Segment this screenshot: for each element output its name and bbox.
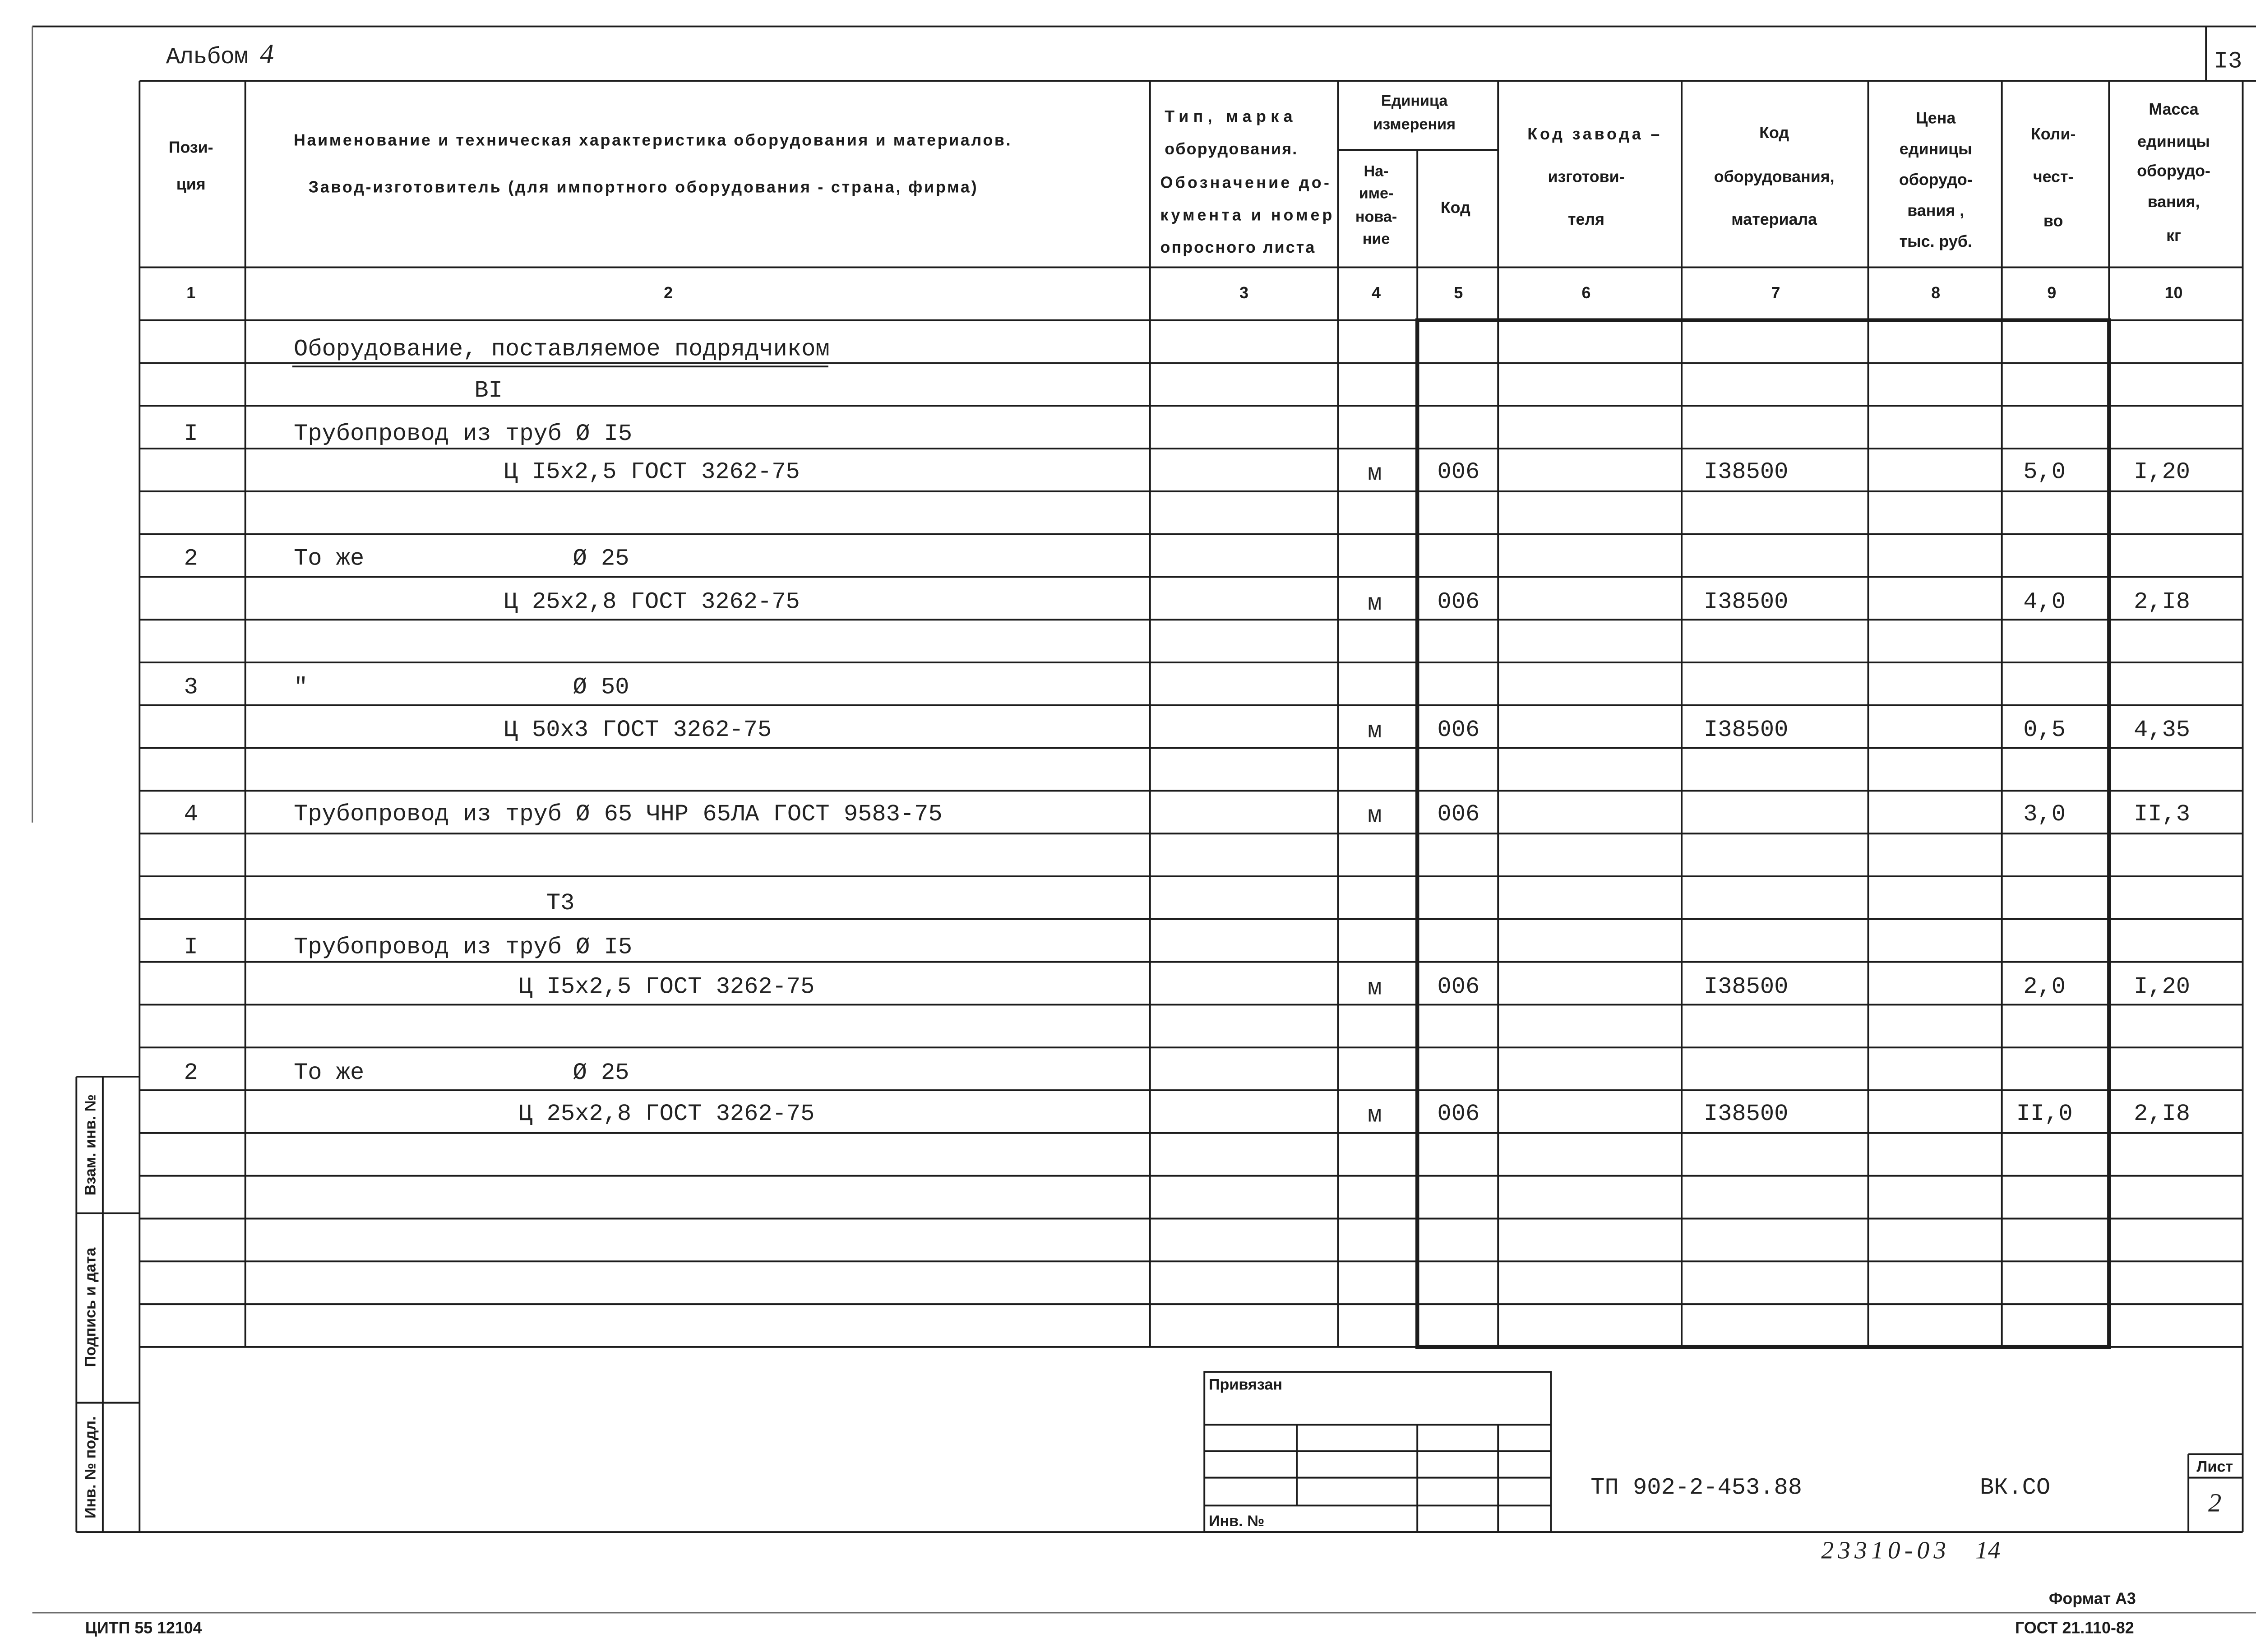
table-row	[474, 377, 503, 404]
row-material-code: I38500	[1703, 458, 1789, 486]
row-name: Трубопровод из труб Ø I5	[294, 934, 633, 961]
row-spec: Ц 25x2,8 ГОСТ 3262-75	[504, 588, 800, 615]
section-title: Оборудование, поставляемое подрядчиком	[294, 336, 830, 363]
table-row	[184, 934, 633, 961]
row-name: Трубопровод из труб Ø 65 ЧНР 65ЛА ГОСТ 9583-75	[294, 801, 943, 828]
table-header	[169, 92, 2210, 256]
row-mass: I,20	[2134, 458, 2191, 486]
column-number: 6	[1581, 283, 1591, 302]
table-row	[504, 459, 2191, 487]
header-quantity: Коли-	[2030, 125, 2076, 143]
row-name: То же	[294, 545, 365, 572]
header-unit-mass: единицы	[2137, 132, 2210, 151]
row-mass: II,3	[2134, 801, 2191, 828]
header-name: Наименование и техническая характеристика оборудования и материалов.	[294, 131, 1011, 149]
header-position: Пози-	[168, 138, 213, 157]
row-name: Трубопровод из труб Ø I5	[294, 420, 633, 447]
table-row	[184, 674, 629, 700]
row-unit-code: 006	[1437, 716, 1480, 743]
header-equipment-code: Код	[1759, 123, 1789, 142]
header-unit-mass: вания,	[2147, 192, 2200, 211]
row-mass: 2,I8	[2134, 588, 2191, 615]
header-type: оборудования.	[1165, 139, 1297, 158]
attached-label: Привязан	[1208, 1376, 1283, 1393]
row-mass: 2,I8	[2134, 1101, 2191, 1128]
row-position: I	[184, 934, 198, 961]
row-size: Ø 25	[573, 545, 629, 572]
row-unit-code: 006	[1437, 588, 1480, 615]
album-page-number: I3	[2214, 48, 2242, 75]
row-unit: м	[1368, 975, 1382, 1002]
column-number: 2	[664, 283, 673, 302]
row-quantity: 5,0	[2023, 458, 2066, 486]
sheet-number: 2	[2208, 1488, 2222, 1518]
document-code: ВК.СО	[1979, 1474, 2051, 1501]
row-unit: м	[1368, 590, 1382, 617]
header-unit-price: Цена	[1916, 109, 1956, 127]
header-equipment-code: оборудования,	[1714, 167, 1835, 186]
stamp-original-inventory: Инв. № подл.	[82, 1416, 99, 1519]
system-label: Т3	[546, 889, 575, 916]
paper-format: Формат А3	[2048, 1589, 2136, 1608]
header-type: опросного листа	[1160, 238, 1315, 256]
row-mass: 4,35	[2134, 716, 2191, 743]
sheet-footer	[85, 1536, 2136, 1637]
header-unit-mass: Масса	[2149, 100, 2199, 118]
header-unit-group: Единица	[1381, 92, 1448, 110]
row-material-code: I38500	[1703, 973, 1789, 1000]
title-block-grid	[1204, 1372, 2242, 1532]
column-number: 8	[1931, 283, 1941, 302]
row-name-ditto: "	[294, 674, 308, 701]
row-position: 4	[184, 801, 198, 828]
standard-reference: ГОСТ 21.110-82	[2015, 1619, 2134, 1637]
row-spec: Ц I5x2,5 ГОСТ 3262-75	[518, 973, 815, 1000]
column-number: 4	[1372, 283, 1381, 302]
album-label: Альбом	[166, 43, 249, 70]
table-row	[184, 421, 633, 447]
column-number-row	[186, 284, 2182, 302]
header-quantity: во	[2043, 212, 2063, 230]
table-row	[518, 973, 2190, 1001]
header-type: Обозначение до-	[1160, 173, 1329, 192]
header-manufacturer: Завод-изготовитель (для импортного оборудования - страна, фирма)	[308, 178, 977, 196]
project-code: ТП 902-2-453.88	[1590, 1474, 1803, 1501]
row-quantity: II,0	[2016, 1101, 2073, 1128]
header-unit-group: измерения	[1373, 116, 1456, 133]
table-row	[184, 801, 2190, 829]
title-block	[1209, 1376, 2233, 1530]
column-number: 1	[186, 283, 196, 302]
column-number: 7	[1771, 283, 1780, 302]
stamp-signature-date: Подпись и дата	[82, 1247, 99, 1367]
table-row	[518, 1101, 2190, 1129]
header-manufacturer-code: Код завода –	[1527, 125, 1660, 143]
row-material-code: I38500	[1703, 1101, 1789, 1128]
row-material-code: I38500	[1703, 716, 1789, 743]
column-number: 3	[1239, 283, 1249, 302]
header-unit-name: нова-	[1355, 208, 1397, 226]
inventory-number-label: Инв. №	[1208, 1513, 1265, 1530]
header-unit-mass: оборудо-	[2137, 162, 2210, 180]
row-quantity: 4,0	[2023, 588, 2066, 615]
archive-page: 14	[1975, 1536, 2001, 1564]
row-unit-code: 006	[1437, 1101, 1480, 1128]
row-quantity: 3,0	[2023, 801, 2066, 828]
header-unit-price: вания ,	[1907, 201, 1965, 220]
header-unit-name: име-	[1359, 185, 1394, 202]
table-grid	[139, 81, 2242, 1347]
row-spec: Ц 25x2,8 ГОСТ 3262-75	[518, 1101, 815, 1128]
header-unit-price: единицы	[1899, 139, 1972, 158]
row-position: 2	[184, 1059, 198, 1086]
row-unit: м	[1368, 802, 1382, 829]
row-position: I	[184, 420, 198, 447]
row-size: Ø 50	[573, 674, 629, 701]
row-position: 2	[184, 545, 198, 572]
row-unit: м	[1368, 718, 1382, 745]
header-equipment-code: материала	[1731, 210, 1817, 229]
header-manufacturer-code: изготови-	[1548, 167, 1625, 186]
row-position: 3	[184, 674, 198, 701]
archive-number: 23310-03	[1821, 1536, 1946, 1564]
table-row	[292, 336, 830, 366]
stamp-replaced-inventory: Взам. инв. №	[82, 1094, 99, 1196]
row-quantity: 2,0	[2023, 973, 2066, 1000]
row-unit: м	[1368, 1102, 1382, 1129]
table-row	[184, 546, 629, 572]
header-unit-price: оборудо-	[1899, 171, 1973, 189]
row-spec: Ц 50x3 ГОСТ 3262-75	[504, 716, 772, 743]
sheet-label: Лист	[2196, 1458, 2233, 1476]
header-unit-name: ние	[1362, 230, 1390, 248]
row-unit: м	[1368, 460, 1382, 487]
row-spec: Ц I5x2,5 ГОСТ 3262-75	[504, 458, 800, 486]
row-unit-code: 006	[1437, 458, 1480, 486]
table-row	[504, 717, 2191, 745]
header-unit-price: тыс. руб.	[1899, 232, 1972, 250]
table-body	[184, 336, 2190, 1129]
column-number: 5	[1454, 283, 1463, 302]
row-material-code: I38500	[1703, 588, 1789, 615]
row-unit-code: 006	[1437, 801, 1480, 828]
album-number: 4	[260, 38, 274, 69]
header-type: Тип, марка	[1165, 107, 1293, 126]
row-size: Ø 25	[573, 1059, 629, 1086]
column-number: 10	[2164, 283, 2183, 302]
header-type: кумента и номер	[1160, 206, 1332, 224]
row-mass: I,20	[2134, 973, 2191, 1000]
row-unit-code: 006	[1437, 973, 1480, 1000]
header-quantity: чест-	[2033, 167, 2074, 186]
printer-code: ЦИТП 55 12104	[85, 1619, 202, 1637]
header-manufacturer-code: теля	[1567, 210, 1605, 229]
side-stamps	[82, 1094, 99, 1518]
row-quantity: 0,5	[2023, 716, 2066, 743]
header-unit-name: На-	[1364, 162, 1389, 180]
row-name: То же	[294, 1059, 365, 1086]
header-position: ция	[176, 175, 206, 193]
system-label: ВI	[474, 377, 503, 404]
header-unit-mass: кг	[2166, 226, 2181, 245]
table-row	[546, 890, 575, 916]
column-number: 9	[2047, 283, 2057, 302]
table-row	[504, 589, 2191, 617]
header-unit-code: Код	[1440, 198, 1470, 217]
table-row	[184, 1060, 629, 1086]
